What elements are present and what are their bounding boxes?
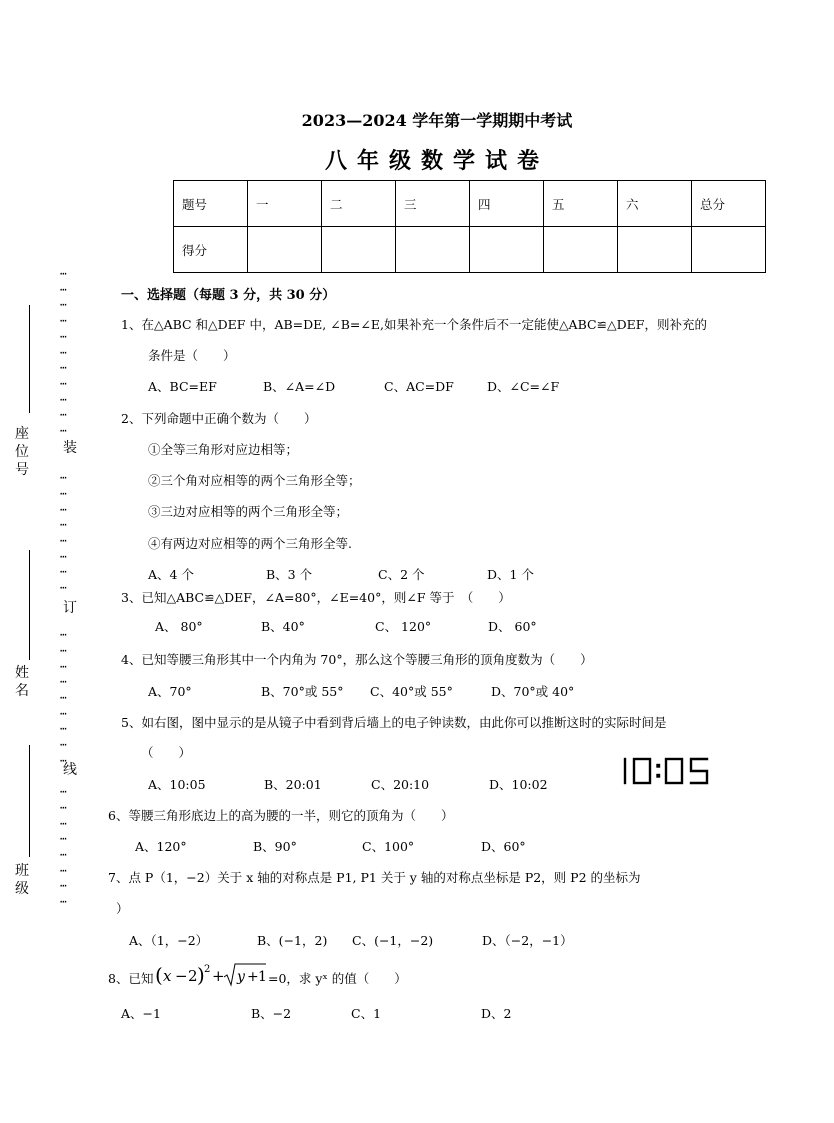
score-cell: 得分: [174, 227, 248, 273]
q1-option-c[interactable]: C、AC=DF: [384, 379, 454, 394]
score-cell: 三: [396, 181, 470, 227]
q3-option-b[interactable]: B、40°: [261, 619, 305, 634]
score-table: [173, 180, 766, 273]
score-input-cell[interactable]: [470, 227, 544, 273]
clock-display-value: 10:05: [622, 745, 659, 760]
score-input-cell[interactable]: [396, 227, 470, 273]
q4-option-b[interactable]: B、70°或 55°: [261, 684, 344, 699]
seat-number-line[interactable]: [29, 305, 30, 413]
question-2-stem: 2、下列命题中正确个数为（ ）: [121, 411, 317, 426]
svg-text:2: 2: [204, 964, 211, 975]
question-8-stem-prefix: 8、已知: [108, 971, 154, 986]
score-cell: 五: [544, 181, 618, 227]
q4-option-d[interactable]: D、70°或 40°: [491, 684, 575, 699]
score-cell: 一: [248, 181, 322, 227]
q5-option-b[interactable]: B、20:01: [264, 777, 322, 792]
binding-label-zhuang: 装: [63, 440, 77, 456]
svg-text:−: −: [175, 967, 188, 985]
score-cell: 六: [618, 181, 692, 227]
binding-label-xian: 线: [63, 762, 77, 778]
q2-statement: ②三个角对应相等的两个三角形全等；: [148, 473, 361, 488]
q2-statement: ③三边对应相等的两个三角形全等；: [148, 504, 349, 519]
section-heading: 一、选择题（每题 3 分，共 30 分）: [121, 288, 336, 303]
q2-option-d[interactable]: D、1 个: [487, 567, 534, 582]
binding-label-ding: 订: [63, 600, 77, 616]
q8-formula: [155, 960, 267, 990]
q8-option-b[interactable]: B、−2: [251, 1006, 292, 1021]
q2-option-c[interactable]: C、2 个: [378, 567, 425, 582]
score-cell: 题号: [174, 181, 248, 227]
question-1-stem: 1、在△ABC 和△DEF 中，AB=DE, ∠B=∠E,如果补充一个条件后不一定能使△ABC≌△DEF，则补充的: [121, 317, 707, 332]
q3-option-d[interactable]: D、 60°: [488, 619, 537, 634]
q8-option-a[interactable]: A、−1: [121, 1006, 161, 1021]
q7-option-d[interactable]: D、（−2，−1）: [482, 933, 573, 948]
svg-text:+: +: [247, 969, 259, 985]
q6-option-a[interactable]: A、120°: [135, 839, 187, 854]
question-3-stem: 3、已知△ABC≌△DEF，∠A=80°，∠E=40°，则∠F 等于 （ ）: [121, 590, 511, 605]
svg-text:+: +: [212, 967, 225, 985]
q7-option-a[interactable]: A、（1，−2）: [129, 933, 209, 948]
question-7-stem-cont: ）: [116, 901, 129, 916]
svg-text:1: 1: [258, 969, 267, 985]
q5-option-c[interactable]: C、20:10: [371, 777, 430, 792]
question-1-stem-cont: 条件是（ ）: [148, 348, 236, 363]
q7-option-b[interactable]: B、(−1，2): [257, 933, 328, 948]
q1-option-b[interactable]: B、∠A=∠D: [263, 379, 336, 394]
q1-option-a[interactable]: A、BC=EF: [148, 379, 217, 394]
name-label: 姓名: [15, 665, 29, 699]
q8-option-c[interactable]: C、1: [351, 1006, 382, 1021]
question-5-stem: 5、如右图，图中显示的是从镜子中看到背后墙上的电子钟读数，由此你可以推断这时的实际时间是: [121, 715, 667, 730]
svg-text:x: x: [163, 967, 172, 985]
q2-statement: ④有两边对应相等的两个三角形全等.: [148, 536, 352, 551]
seat-number-label: 座位号: [15, 426, 29, 478]
score-table-header-row: [174, 181, 766, 227]
question-5-stem-cont: （ ）: [141, 745, 192, 760]
score-input-cell[interactable]: [544, 227, 618, 273]
class-line[interactable]: [29, 745, 30, 857]
score-table-score-row: [174, 227, 766, 273]
score-cell: 总分: [692, 181, 766, 227]
q4-option-c[interactable]: C、40°或 55°: [370, 684, 453, 699]
score-input-cell[interactable]: [248, 227, 322, 273]
q5-option-d[interactable]: D、10:02: [489, 777, 548, 792]
mirror-clock-figure: [622, 745, 722, 787]
score-cell: 四: [470, 181, 544, 227]
q8-option-d[interactable]: D、2: [481, 1006, 512, 1021]
q2-option-b[interactable]: B、3 个: [266, 567, 313, 582]
q3-option-c[interactable]: C、 120°: [375, 619, 432, 634]
q2-statement: ①全等三角形对应边相等；: [148, 442, 299, 457]
binding-dotted-line: ⋯ ⋯ ⋯ ⋯ ⋯ ⋯ ⋯ ⋯ ⋯ ⋯ ⋯ ⋯ ⋯ ⋯ ⋯ ⋯ ⋯ ⋯ ⋯ ⋯ ⋯ ⋯ ⋯ ⋯ ⋯ ⋯ ⋯ ⋯ ⋯ ⋯ ⋯ ⋯ ⋯ ⋯ ⋯ ⋯: [60, 267, 67, 909]
question-4-stem: 4、已知等腰三角形其中一个内角为 70°，那么这个等腰三角形的顶角度数为（ ）: [121, 652, 593, 667]
q4-option-a[interactable]: A、70°: [148, 684, 192, 699]
q6-option-d[interactable]: D、60°: [481, 839, 526, 854]
q5-option-a[interactable]: A、10:05: [148, 777, 206, 792]
score-input-cell[interactable]: [322, 227, 396, 273]
svg-text:2: 2: [188, 967, 198, 985]
name-line[interactable]: [29, 550, 30, 660]
question-8-stem-suffix: =0，求 yˣ 的值（ ）: [268, 971, 407, 986]
score-cell: 二: [322, 181, 396, 227]
q3-option-a[interactable]: A、 80°: [155, 619, 203, 634]
question-6-stem: 6、等腰三角形底边上的高为腰的一半，则它的顶角为（ ）: [108, 808, 454, 823]
question-7-stem: 7、点 P（1，−2）关于 x 轴的对称点是 P1, P1 关于 y 轴的对称点坐标是 P2，则 P2 的坐标为: [108, 870, 641, 885]
svg-text:y: y: [237, 969, 245, 985]
q1-option-d[interactable]: D、∠C=∠F: [487, 379, 560, 394]
q6-option-b[interactable]: B、90°: [253, 839, 297, 854]
q6-option-c[interactable]: C、100°: [362, 839, 415, 854]
score-input-cell[interactable]: [618, 227, 692, 273]
svg-text:(: (: [155, 963, 163, 987]
svg-text:): ): [197, 963, 205, 987]
q7-option-c[interactable]: C、(−1，−2): [352, 933, 434, 948]
paper-title: 八年级数学试卷: [324, 148, 549, 174]
exam-title: 2023—2024 学年第一学期期中考试: [301, 111, 573, 130]
score-input-cell[interactable]: [692, 227, 766, 273]
class-label: 班级: [15, 863, 29, 897]
q2-option-a[interactable]: A、4 个: [148, 567, 194, 582]
